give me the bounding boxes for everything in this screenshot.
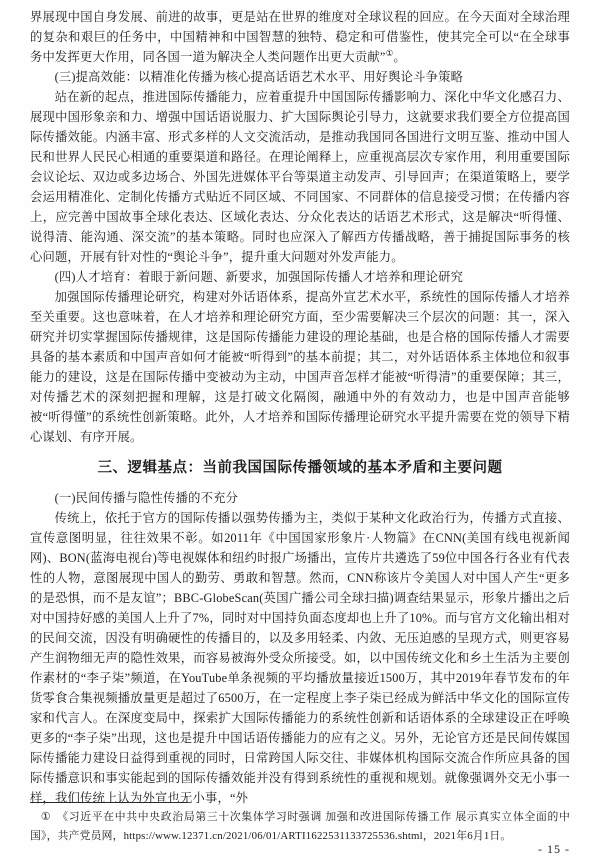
subsection-heading-3: (三)提高效能：以精准化传播为核心提高话语艺术水平、用好舆论斗争策略 — [54, 70, 464, 84]
section-3-title: 三、逻辑基点：当前我国国际传播领域的基本矛盾和主要问题 — [97, 460, 503, 476]
paragraph-continued-from-previous-page — [30, 7, 570, 67]
footnote-text: 《习近平在中共中央政治局第三十次集体学习时强调 加强和改进国际传播工作 展示真实立体全面的中国》，共产党员网，https://www.12371.cn/2021/06/01/ARTI1622531133725536.shtml，2021年6月1日。 — [30, 811, 570, 842]
page-number: - 15 - — [538, 842, 570, 856]
subsection-heading-4: (四)人才培育：着眼于新问题、新要求，加强国际传播人才培养和理论研究 — [54, 270, 464, 284]
footnote-marker: ① — [40, 811, 52, 823]
subsection-heading-1: (一)民间传播与隐性传播的不充分 — [54, 491, 239, 505]
footnote-reference-marker: ① — [385, 47, 394, 58]
footnote-area — [30, 802, 570, 846]
subsection-3-paragraph: 站在新的起点，推进国际传播能力，应着重提升中国国际传播影响力、深化中华文化感召力、展现中国形象亲和力、增强中国话语说服力、扩大国际舆论引导力，这就要求我们要全方位提高国际传播效能。内涵丰富、形式多样的人文交流活动，是推动我国同各国进行文明互鉴、推动中国人民和世界人民民心相通的重要渠道和路径。在理论阐释上，应重视高层次专家作用，利用重要国际会议论坛、双边或多边场合、外国先进媒体平台等渠道主动发声、引导回声；在渠道策略上，要学会运用精准化、定制化传播方式贴近不同区域、不同国家、不同群体的信息接受习惯；在传播内容上，应完善中国故事全球化表达、区域化表达、分众化表达的话语艺术形式，这是解决“听得懂、说得清、能沟通、深交流”的基本策略。同时也应深入了解西方传播战略，善于捕捉国际事务的核心问题，开展有针对性的“舆论斗争”，提升重大问题对外发声能力。 — [30, 90, 570, 264]
subsection-1-paragraph: 传统上，依托于官方的国际传播以强势传播为主，类似于某种文化政治行为，传播方式直接、宣传意图明显，往往效果不彰。如2011年《中国国家形象片·人物篇》在CNN(美国有线电视新闻网)、BON(蓝海电视台)等电视媒体和纽约时报广场播出，宣传片共遴选了59位中国各行各业有代表性的人物，意图展现中国人的勤劳、勇敢和智慧。然而，CNN称该片令美国人对中国人产生“更多的是恐惧，而不是友谊”；BBC-GlobeScan(英国广播公司全球扫描)调查结果显示，形象片播出之后对中国持好感的美国人上升了7%，同时对中国持负面态度却也上升了10%。而与官方文化输出相对的民间交流，因没有明确硬性的传播目的，以及多用轻柔、内敛、无压迫感的呈现方式，则更容易产生润物细无声的隐性效果，而容易被海外受众所接受。如，以中国传统文化和乡土生活为主要创作素材的“李子柒”频道，在YouTube单条视频的平均播放量接近1500万，其中2019年春节发布的年货零食合集视频播放量更是超过了6500万，在一定程度上李子柒已经成为鲜活中华文化的国际宣传家和代言人。在深度变局中，探索扩大国际传播能力的系统性创新和话语体系的全球建设正在呼唤更多的“李子柒”出现，这也是提升中国话语传播能力的应有之义。另外，无论官方还是民间传媒国际传播能力建设日益得到重视的同时，日常跨国人际交往、非媒体机构国际交流合作所应具备的国际传播意识和事实能起到的国际传播效能并没有得到系统性的重视和规划。就像强调外交无小事一样，我们传统上认为外宣也无小事，“外 — [30, 511, 570, 805]
footnote — [30, 808, 570, 846]
footnote-divider — [30, 802, 188, 803]
paragraph-text-tail: 。 — [393, 50, 406, 64]
subsection-4-paragraph: 加强国际传播理论研究，构建对外话语体系，提高外宣艺术水平，系统性的国际传播人才培养至关重要。这也意味着，在人才培养和理论研究方面，至少需要解决三个层次的问题：其一，深入研究并切实掌握国际传播规律，这是国际传播能力建设的理论基础，也是合格的国际传播人才需要具备的基本素质和中国声音如何才能被“听得到”的基本前提；其二，对外话语体系主体地位和叙事能力的建设，这是在国际传播中变被动为主动，中国声音怎样才能被“听得清”的重要保障；其三，对传播艺术的深刻把握和理解，这是打破文化隔阂，融通中外的有效动力，也是中国声音能够被“听得懂”的系统性创新策略。此外，人才培养和国际传播理论研究水平提升需要在党的领导下精心谋划、有序开展。 — [30, 290, 570, 444]
paragraph-text: 界展现中国自身发展、前进的故事，更是站在世界的维度对全球议程的回应。在今天面对全球治理的复杂和艰巨的任务中，中国精神和中国智慧的独特、稳定和可借鉴性，使其完全可以“在全球事务中发挥更大作用，同各国一道为解决全人类问题作出更大贡献” — [30, 10, 570, 64]
